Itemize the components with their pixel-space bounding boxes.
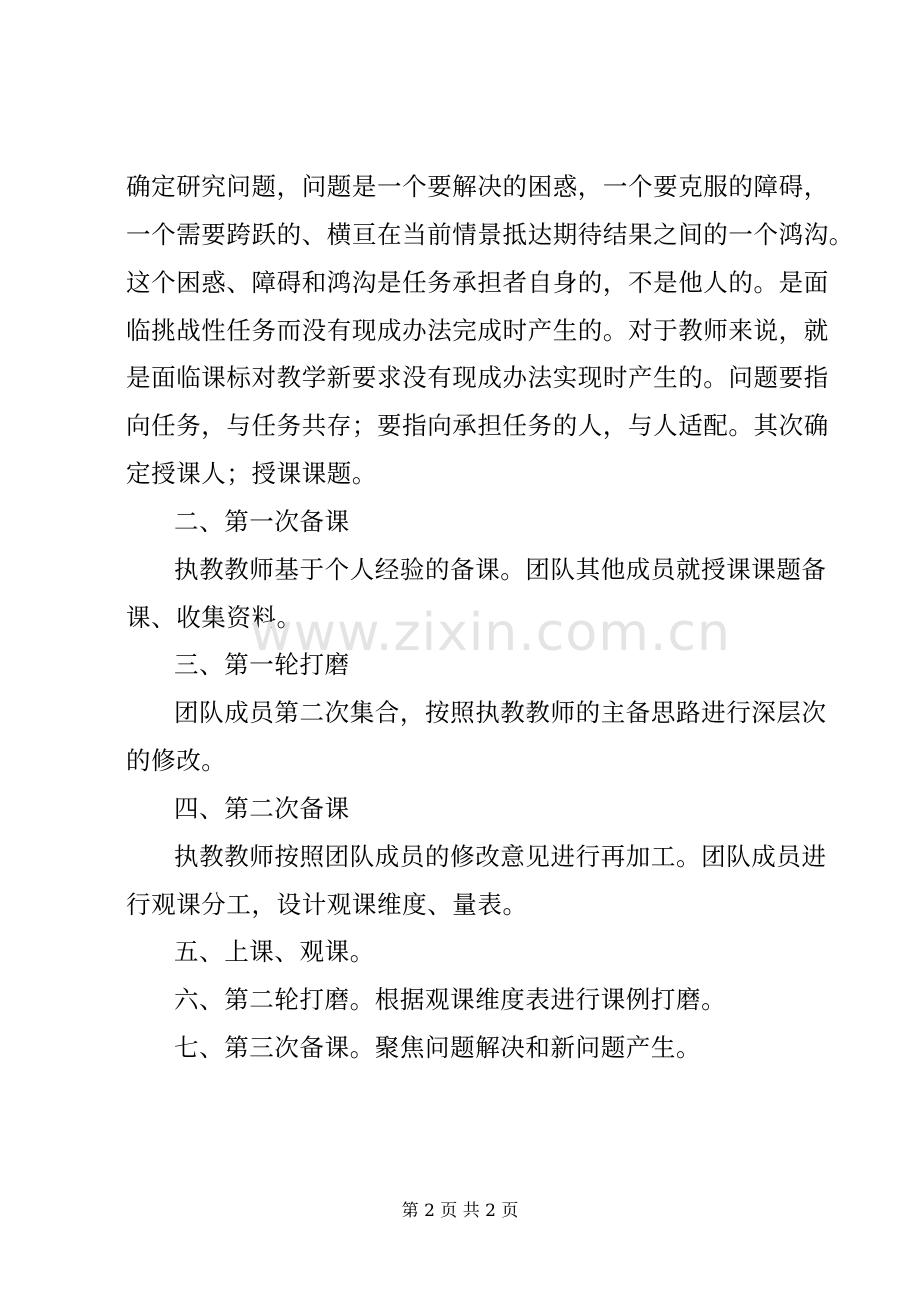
body-text-line: 团队成员第二次集合，按照执教教师的主备思路进行深层次: [174, 698, 827, 727]
body-text-line: 是面临课标对教学新要求没有现成办法实现时产生的。问题要指: [126, 363, 829, 392]
body-text-line: 向任务，与任务共存；要指向承担任务的人，与人适配。其次确: [126, 411, 829, 440]
body-text-line: 定授课人；授课课题。: [126, 459, 377, 488]
section-heading: 二、第一次备课: [174, 507, 350, 536]
body-text-line: 课、收集资料。: [126, 603, 302, 632]
watermark: www.zixin.com.cn: [250, 603, 731, 663]
body-text-line: 临挑战性任务而没有现成办法完成时产生的。对于教师来说，就: [126, 316, 829, 345]
body-text-line: 一个需要跨跃的、横亘在当前情景抵达期待结果之间的一个鸿沟。: [126, 220, 854, 249]
body-text-line: 行观课分工，设计观课维度、量表。: [126, 890, 528, 919]
body-text-line: 这个困惑、障碍和鸿沟是任务承担者自身的，不是他人的。是面: [126, 268, 829, 297]
section-heading: 四、第二次备课: [174, 794, 350, 823]
section-heading: 六、第二轮打磨。根据观课维度表进行课例打磨。: [174, 985, 727, 1014]
body-text-line: 执教教师基于个人经验的备课。团队其他成员就授课课题备: [174, 555, 827, 584]
body-text-line: 执教教师按照团队成员的修改意见进行再加工。团队成员进: [174, 842, 827, 871]
body-text-line: 确定研究问题，问题是一个要解决的困惑，一个要克服的障碍，: [126, 172, 829, 201]
page-footer: 第 2 页 共 2 页: [401, 1201, 519, 1221]
body-text-line: 的修改。: [126, 746, 227, 775]
section-heading: 七、第三次备课。聚焦问题解决和新问题产生。: [174, 1033, 702, 1062]
section-heading: 五、上课、观课。: [174, 937, 375, 966]
section-heading: 三、第一轮打磨: [174, 650, 350, 679]
